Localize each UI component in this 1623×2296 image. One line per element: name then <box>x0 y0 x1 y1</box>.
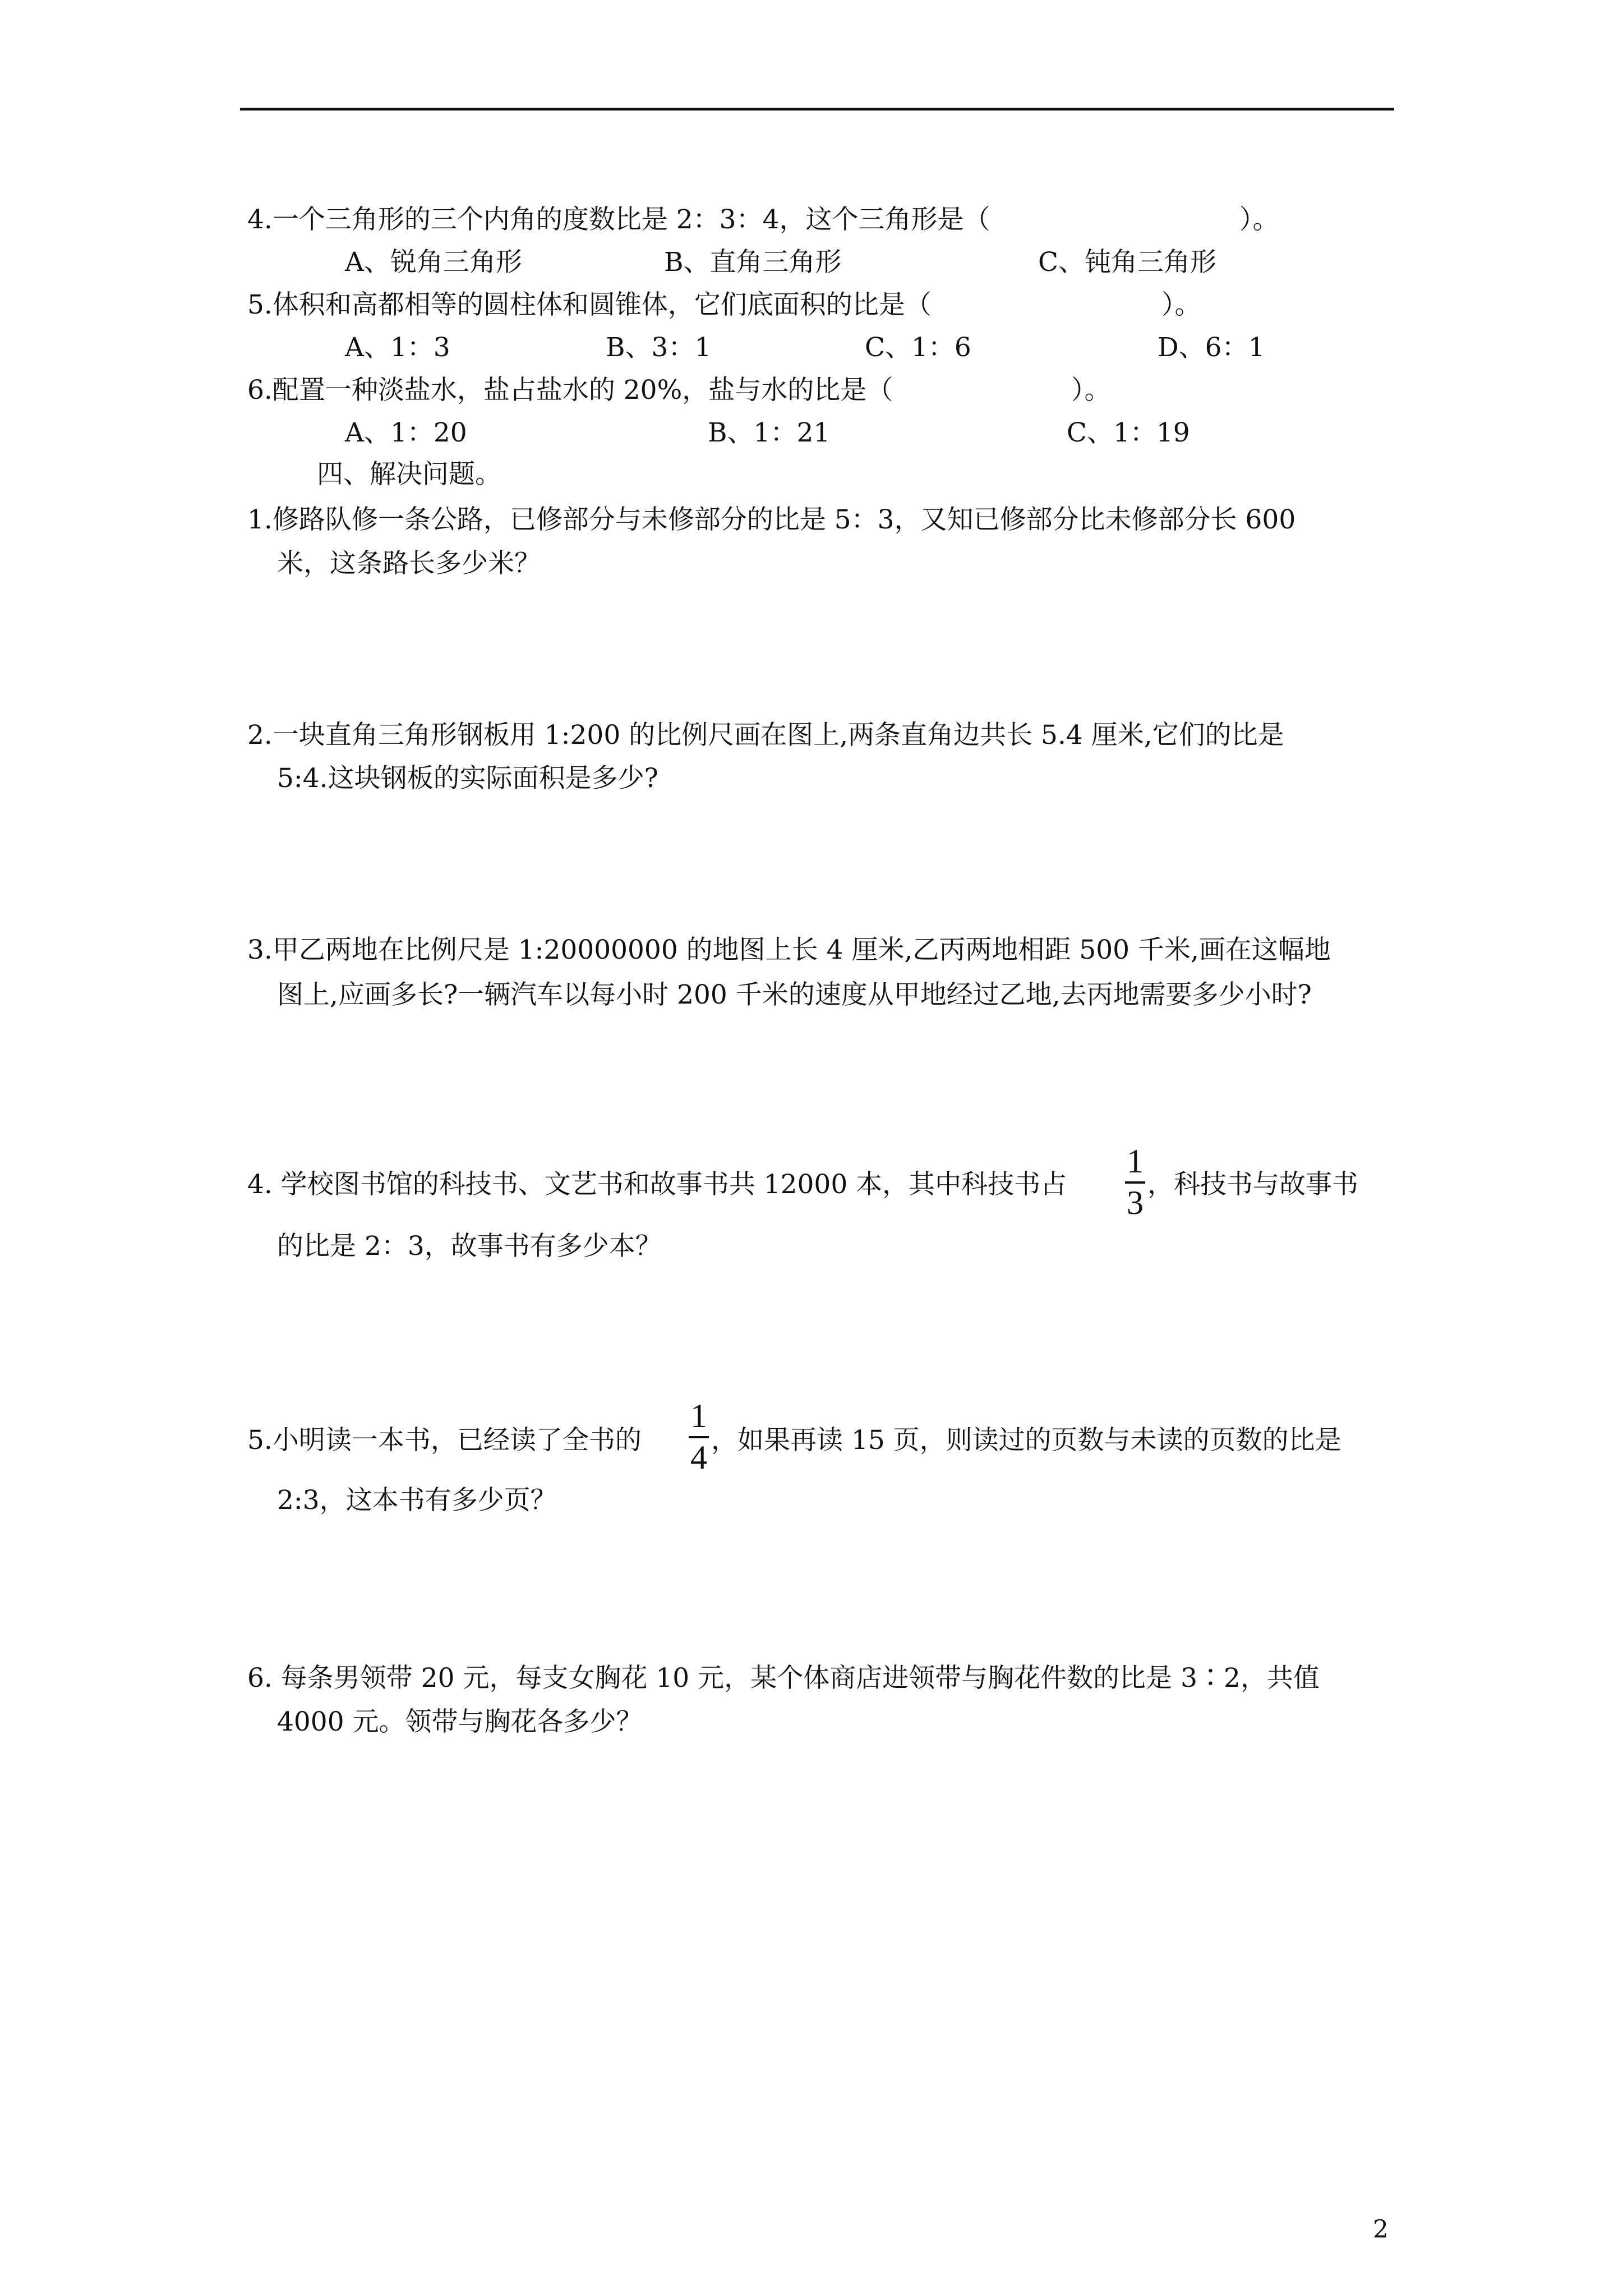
choice-5-option-c: C、1：6 <box>865 332 971 363</box>
fraction-numerator: 1 <box>690 1397 707 1434</box>
header-rule <box>240 108 1394 111</box>
fraction-bar <box>1125 1181 1145 1184</box>
problem-3-line-1: 3.甲乙两地在比例尺是 1:20000000 的地图上长 4 厘米,乙丙两地相距 500 千米,画在这幅地 <box>247 935 1331 965</box>
choice-4-option-a: A、锐角三角形 <box>345 247 522 278</box>
choice-5-option-d: D、6：1 <box>1158 332 1265 363</box>
problem-6-line-2: 4000 元。领带与胸花各多少？ <box>277 1706 643 1737</box>
choice-4-option-b: B、直角三角形 <box>664 247 842 278</box>
choice-6-option-b: B、1：21 <box>708 417 831 448</box>
problem-1-line-1: 1.修路队修一条公路，已修部分与未修部分的比是 5：3，又知已修部分比未修部分长 600 <box>247 504 1296 535</box>
problem-4-line-2: 的比是 2：3，故事书有多少本？ <box>277 1231 662 1262</box>
fraction-denominator: 4 <box>690 1439 707 1476</box>
problem-1-line-2: 米，这条路长多少米？ <box>277 548 541 579</box>
choice-4-option-c: C、钝角三角形 <box>1038 247 1216 278</box>
problem-4-fraction <box>1125 1144 1145 1220</box>
choice-6-option-a: A、1：20 <box>345 417 467 448</box>
section-title: 四、解决问题。 <box>317 459 501 490</box>
problem-5-fraction <box>689 1399 709 1474</box>
problem-2-line-2: 5:4.这块钢板的实际面积是多少? <box>277 763 658 794</box>
choice-5-option-a: A、1：3 <box>345 332 450 363</box>
fraction-numerator: 1 <box>1127 1143 1144 1180</box>
choice-question-4 <box>247 203 990 237</box>
choice-question-6-text: 6.配置一种淡盐水，盐占盐水的 20%，盐与水的比是（ <box>247 375 893 406</box>
choice-question-6-close: ）。 <box>1071 375 1111 406</box>
page-number: 2 <box>1373 2215 1389 2244</box>
choice-question-4-close: ）。 <box>1239 204 1279 235</box>
problem-4-line-1-pre: 4. 学校图书馆的科技书、文艺书和故事书共 12000 本，其中科技书占 <box>247 1169 1067 1200</box>
choice-6-option-c: C、1：19 <box>1067 417 1190 448</box>
choice-question-5-text: 5.体积和高都相等的圆柱体和圆锥体，它们底面积的比是（ <box>247 289 932 320</box>
problem-5-line-2: 2:3，这本书有多少页？ <box>277 1485 557 1516</box>
problem-5-line-1-pre: 5.小明读一本书，已经读了全书的 <box>247 1425 642 1456</box>
problem-5-line-1-post: ，如果再读 15 页，则读过的页数与未读的页数的比是 <box>711 1425 1341 1456</box>
choice-question-5 <box>247 288 932 322</box>
problem-6-line-1: 6. 每条男领带 20 元，每支女胸花 10 元，某个体商店进领带与胸花件数的比是 3∶2，共值 <box>247 1663 1320 1694</box>
problem-4-line-1-post: ，科技书与故事书 <box>1147 1169 1358 1200</box>
choice-question-4-text: 4.一个三角形的三个内角的度数比是 2：3：4，这个三角形是（ <box>247 204 990 235</box>
choice-question-6 <box>247 374 893 407</box>
fraction-bar <box>689 1436 709 1438</box>
choice-5-option-b: B、3：1 <box>606 332 712 363</box>
problem-2-line-1: 2.一块直角三角形钢板用 1:200 的比例尺画在图上,两条直角边共长 5.4 厘米,它们的比是 <box>247 720 1284 751</box>
fraction-denominator: 3 <box>1127 1184 1144 1221</box>
problem-3-line-2: 图上,应画多长?一辆汽车以每小时 200 千米的速度从甲地经过乙地,去丙地需要多少小时? <box>277 979 1312 1010</box>
choice-question-5-close: ）。 <box>1161 289 1201 320</box>
